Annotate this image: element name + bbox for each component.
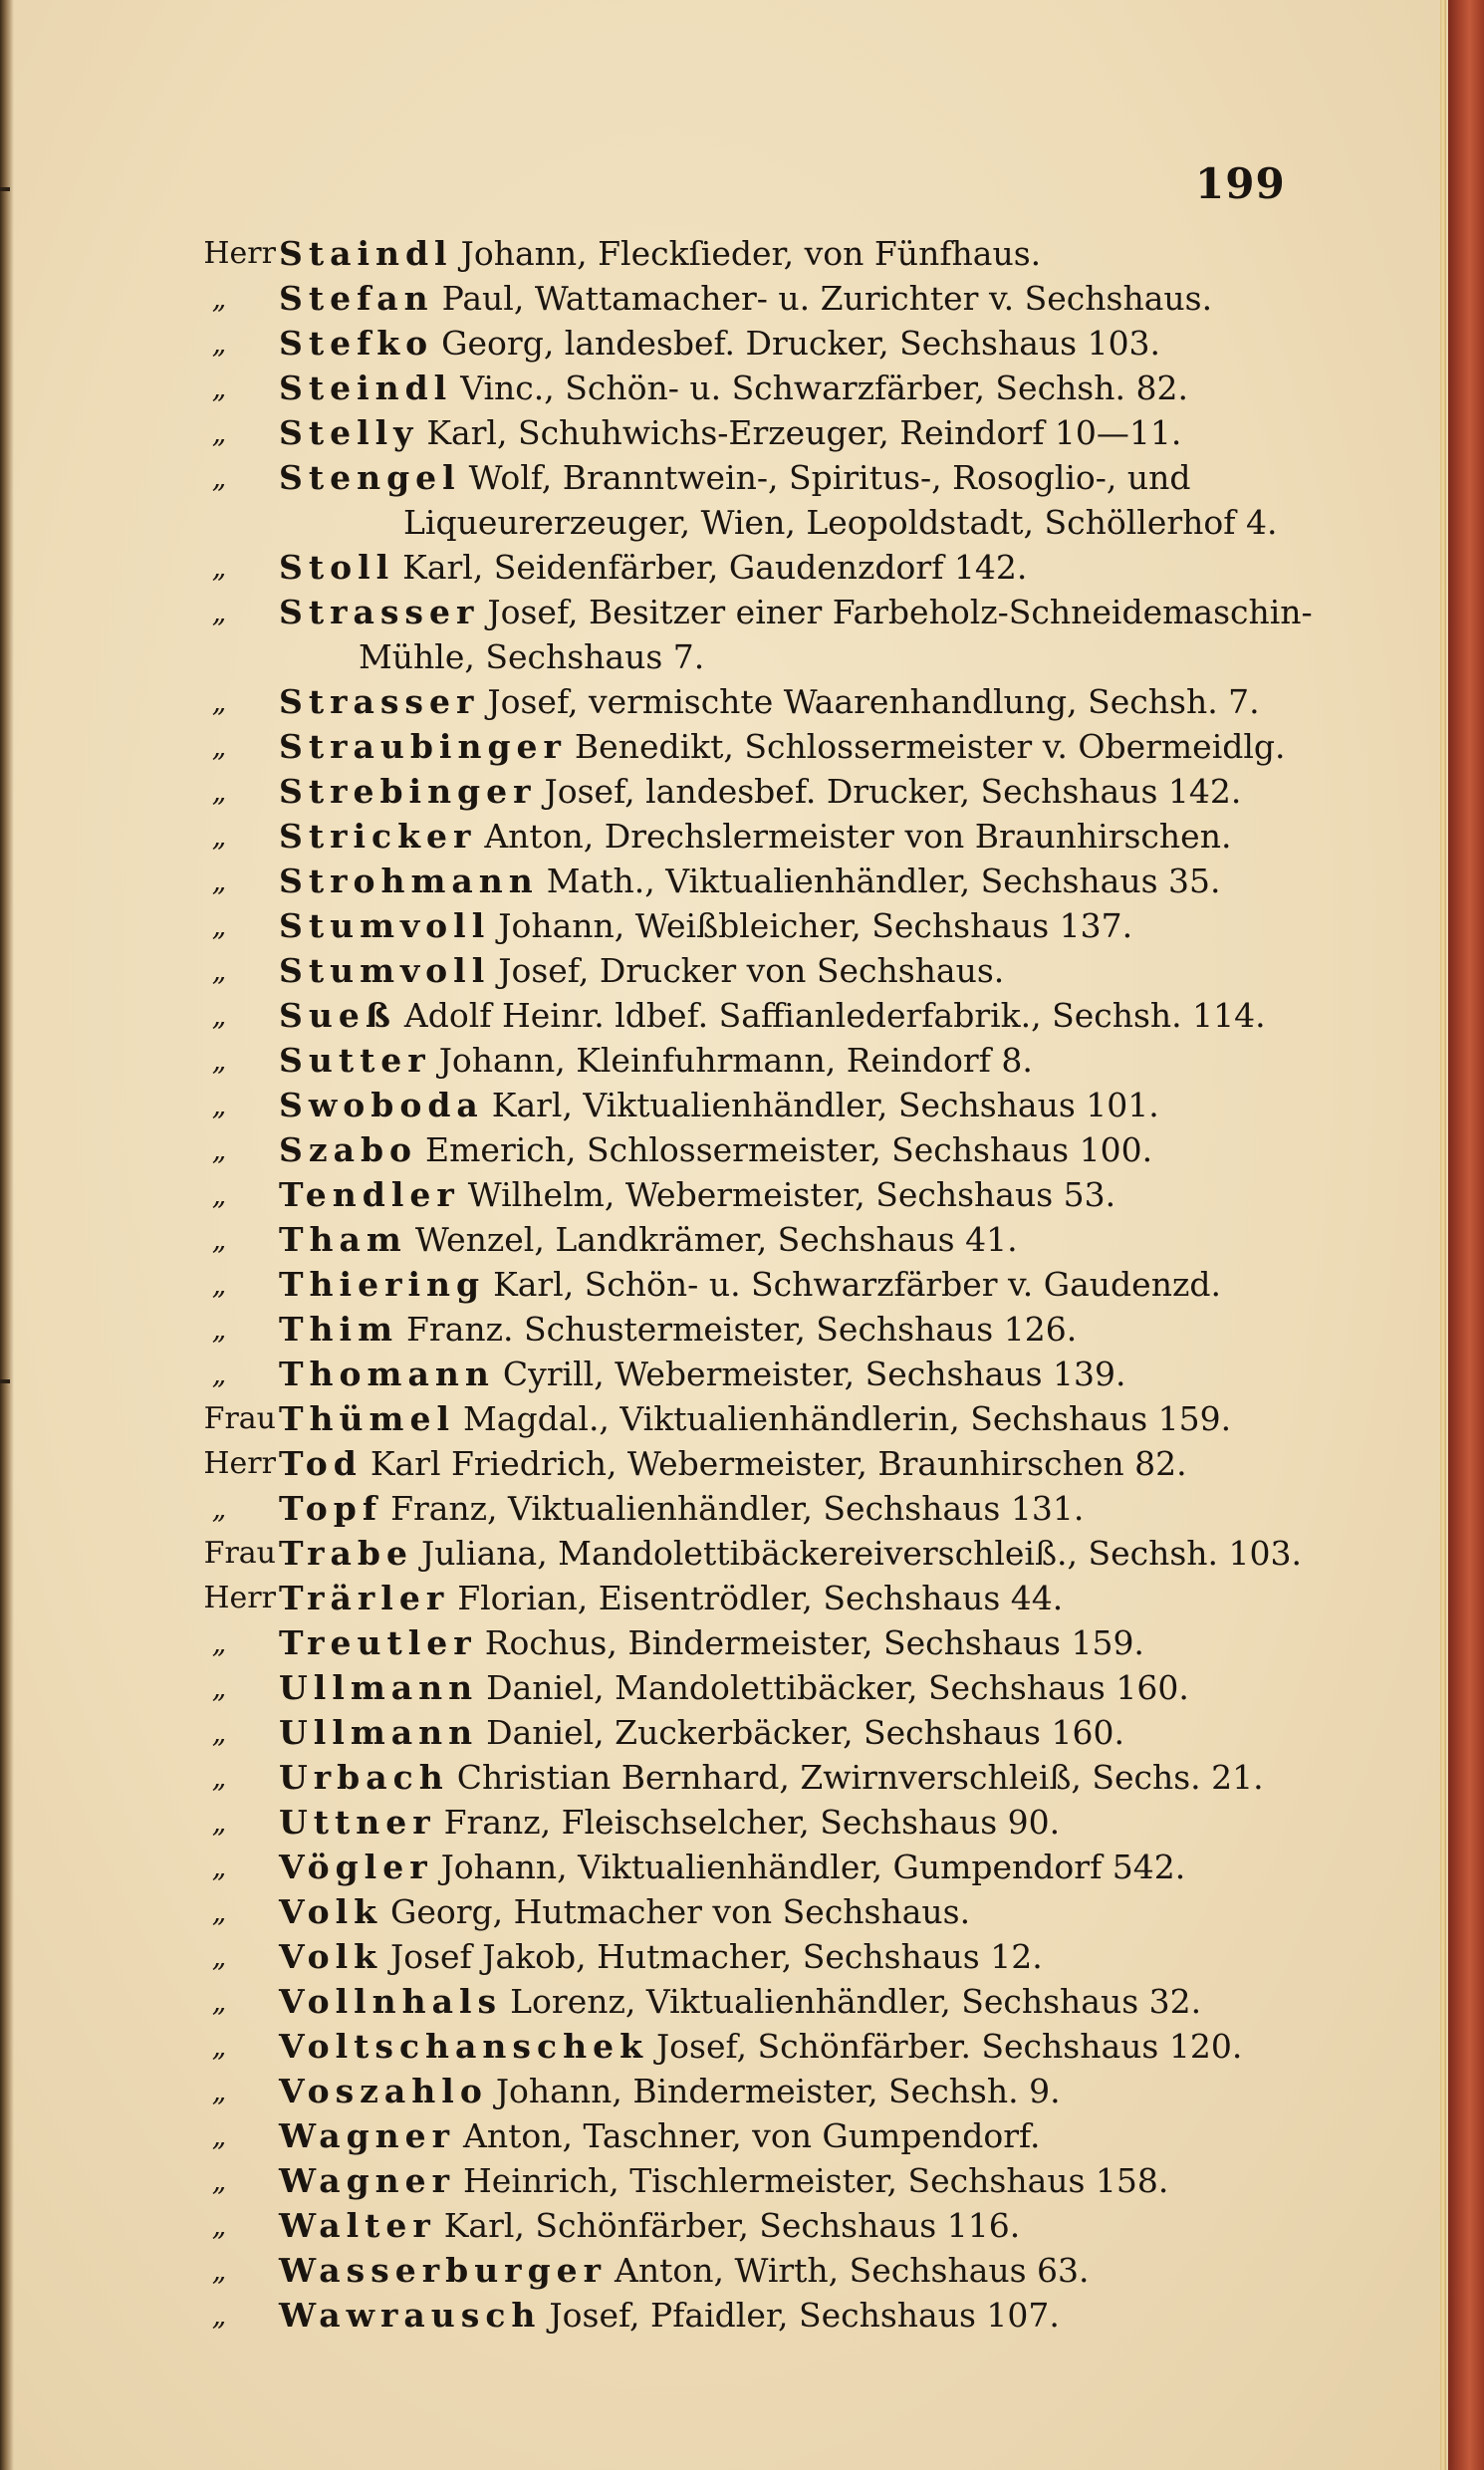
surname: Vollnhals <box>279 1982 503 2021</box>
entry-details: Magdal., Viktualienhändlerin, Sechshaus 159. <box>463 1399 1232 1438</box>
ditto-mark: „ <box>211 909 227 942</box>
list-item <box>0 1172 1414 1217</box>
entry-details: Josef, vermischte Waarenhandlung, Sechsh. 7. <box>487 682 1260 721</box>
list-item <box>0 1217 1414 1262</box>
list-item <box>0 679 1414 724</box>
entry-text <box>279 948 1004 993</box>
list-item <box>0 2203 1414 2248</box>
entry-text <box>279 769 1241 814</box>
entry-text <box>279 2069 1061 2113</box>
entry-text <box>279 1934 1043 1979</box>
ditto-mark: „ <box>211 461 227 494</box>
ditto-mark: „ <box>211 730 227 763</box>
surname: Treutler <box>279 1623 477 1662</box>
entry-details: Franz, Viktualienhändler, Sechshaus 131. <box>390 1489 1085 1528</box>
entry-text <box>279 590 1313 634</box>
entry-details: Josef, landesbef. Drucker, Sechshaus 142. <box>544 772 1242 811</box>
surname: Ullmann <box>279 1668 479 1707</box>
ditto-mark: „ <box>211 2119 227 2152</box>
entry-details: Karl Friedrich, Webermeister, Braunhirschen 82. <box>370 1444 1187 1483</box>
entry-details: Karl, Schuhwichs-Erzeuger, Reindorf 10—11. <box>426 413 1182 452</box>
ditto-mark: „ <box>211 1044 227 1077</box>
entry-text <box>279 1172 1115 1217</box>
entry-text <box>279 2024 1242 2069</box>
surname: Thiering <box>279 1265 486 1304</box>
surname: Walter <box>279 2206 436 2245</box>
surname: Thim <box>279 1310 399 1349</box>
entry-details: Johann, Bindermeister, Sechsh. 9. <box>495 2072 1061 2110</box>
list-item <box>0 724 1414 769</box>
ditto-mark: „ <box>211 1716 227 1749</box>
entry-details: Johann, Viktualienhändler, Gumpendorf 542. <box>440 1848 1186 1886</box>
surname: Stoll <box>279 548 395 587</box>
entry-details: Florian, Eisentrödler, Sechshaus 44. <box>457 1579 1064 1617</box>
ditto-mark: „ <box>211 864 227 897</box>
entry-details: Anton, Taschner, von Gumpendorf. <box>463 2116 1041 2155</box>
ditto-mark: „ <box>211 2164 227 2197</box>
entry-details: Josef Jakob, Hutmacher, Sechshaus 12. <box>390 1937 1043 1976</box>
list-item <box>0 1038 1414 1083</box>
ditto-mark: „ <box>211 1223 227 1256</box>
surname: Strasser <box>279 593 480 631</box>
surname: Thomann <box>279 1355 495 1393</box>
ditto-mark: „ <box>211 1851 227 1883</box>
list-item <box>0 1755 1414 1800</box>
entry-details: Heinrich, Tischlermeister, Sechshaus 158. <box>463 2161 1169 2200</box>
list-item <box>0 814 1414 859</box>
ditto-mark: „ <box>211 2299 227 2332</box>
list-item <box>0 948 1414 993</box>
ditto-mark: „ <box>211 954 227 987</box>
entry-text <box>279 2293 1060 2338</box>
ditto-mark: „ <box>211 1761 227 1794</box>
entry-text <box>279 1486 1084 1531</box>
entry-details: Josef, Schönfärber. Sechshaus 120. <box>655 2027 1243 2066</box>
entry-details: Daniel, Mandolettibäcker, Sechshaus 160. <box>486 1668 1189 1707</box>
list-item <box>0 1620 1414 1665</box>
ditto-mark: „ <box>211 1671 227 1704</box>
surname: Stumvoll <box>279 951 491 990</box>
binding-mark <box>0 187 10 191</box>
ditto-mark: „ <box>211 1358 227 1390</box>
surname: Stumvoll <box>279 906 491 945</box>
ditto-mark: „ <box>211 685 227 718</box>
list-item <box>0 1083 1414 1127</box>
surname: Strebinger <box>279 772 537 811</box>
list-item <box>0 769 1414 814</box>
list-item <box>0 366 1414 410</box>
list-item <box>0 455 1414 545</box>
surname: Strasser <box>279 682 480 721</box>
entry-text <box>279 1889 970 1934</box>
ditto-mark: „ <box>211 596 227 628</box>
ditto-mark: „ <box>211 371 227 404</box>
surname: Stefan <box>279 279 434 318</box>
ditto-mark: „ <box>211 282 227 315</box>
surname: Trabe <box>279 1534 413 1573</box>
entry-text <box>279 1755 1264 1800</box>
list-item <box>0 1396 1414 1441</box>
title-prefix: Herr <box>203 1446 276 1481</box>
list-item <box>0 1845 1414 1889</box>
entry-text <box>279 1620 1144 1665</box>
surname: Stelly <box>279 413 419 452</box>
list-item <box>0 993 1414 1038</box>
ditto-mark: „ <box>211 551 227 584</box>
surname: Wawrausch <box>279 2296 542 2335</box>
title-prefix: Frau <box>203 1536 276 1571</box>
surname: Sutter <box>279 1041 431 1080</box>
entry-text <box>279 814 1231 859</box>
list-item <box>0 903 1414 948</box>
surname: Swoboda <box>279 1086 484 1124</box>
list-item <box>0 276 1414 321</box>
entry-text <box>279 366 1188 410</box>
entry-text <box>279 903 1132 948</box>
entry-text <box>279 2158 1168 2203</box>
ditto-mark: „ <box>211 2209 227 2242</box>
ditto-mark: „ <box>211 1089 227 1121</box>
entry-details: Karl, Viktualienhändler, Sechshaus 101. <box>491 1086 1159 1124</box>
entry-text <box>279 1531 1302 1576</box>
list-item <box>0 1710 1414 1755</box>
ditto-mark: „ <box>211 2075 227 2107</box>
ditto-mark: „ <box>211 1268 227 1301</box>
entry-details: Rochus, Bindermeister, Sechshaus 159. <box>484 1623 1144 1662</box>
entry-details: Wolf, Branntwein-, Spiritus-, Rosoglio-, und <box>468 458 1191 497</box>
surname: Strohmann <box>279 862 539 900</box>
list-item <box>0 2113 1414 2158</box>
ditto-mark: „ <box>211 1133 227 1166</box>
list-item <box>0 1665 1414 1710</box>
entry-text <box>279 679 1260 724</box>
entry-details: Lorenz, Viktualienhändler, Sechshaus 32. <box>510 1982 1202 2021</box>
list-item <box>0 231 1414 276</box>
entry-text <box>279 1576 1063 1620</box>
surname: Tod <box>279 1444 363 1483</box>
ditto-mark: „ <box>211 2030 227 2063</box>
gilt-edge <box>1440 0 1446 2470</box>
ditto-mark: „ <box>211 2254 227 2287</box>
surname: Urbach <box>279 1758 449 1797</box>
surname: Szabo <box>279 1130 418 1169</box>
entry-text <box>279 1710 1124 1755</box>
entry-details: Adolf Heinr. ldbef. Saffianlederfabrik., Sechsh. 114. <box>403 996 1266 1035</box>
surname: Vögler <box>279 1848 433 1886</box>
entry-text <box>279 724 1286 769</box>
list-item <box>0 2069 1414 2113</box>
entry-text <box>279 231 1041 276</box>
entry-details: Franz, Fleischselcher, Sechshaus 90. <box>443 1803 1061 1842</box>
ditto-mark: „ <box>211 1985 227 2018</box>
list-item <box>0 2293 1414 2338</box>
entry-text <box>279 1845 1185 1889</box>
list-item <box>0 859 1414 903</box>
entry-details: Johann, Kleinfuhrmann, Reindorf 8. <box>438 1041 1033 1080</box>
entry-continuation: Mühle, Sechshaus 7. <box>359 637 705 676</box>
red-cover-edge <box>1448 0 1484 2470</box>
list-item <box>0 2024 1414 2069</box>
entry-details: Karl, Schönfärber, Sechshaus 116. <box>443 2206 1021 2245</box>
entry-details: Wilhelm, Webermeister, Sechshaus 53. <box>467 1175 1116 1214</box>
list-item <box>0 1889 1414 1934</box>
entry-text <box>279 1307 1077 1352</box>
entry-details: Vinc., Schön- u. Schwarzfärber, Sechsh. 82. <box>460 369 1188 407</box>
list-item <box>0 1934 1414 1979</box>
entry-text <box>279 1665 1189 1710</box>
entry-details: Johann, Fleckſieder, von Fünfhaus. <box>460 234 1042 273</box>
ditto-mark: „ <box>211 1492 227 1525</box>
entry-details: Karl, Seidenfärber, Gaudenzdorf 142. <box>402 548 1028 587</box>
surname: Straubinger <box>279 727 567 766</box>
ditto-mark: „ <box>211 327 227 360</box>
entry-text <box>279 859 1221 903</box>
surname: Uttner <box>279 1803 436 1842</box>
entry-text <box>279 1396 1231 1441</box>
list-item <box>0 2158 1414 2203</box>
entry-text <box>279 545 1027 590</box>
surname: Wagner <box>279 2116 456 2155</box>
list-item <box>0 1979 1414 2024</box>
surname: Thümel <box>279 1399 455 1438</box>
entry-text <box>279 1083 1159 1127</box>
entry-details: Karl, Schön- u. Schwarzfärber v. Gaudenzd. <box>493 1265 1221 1304</box>
ditto-mark: „ <box>211 1940 227 1973</box>
list-item <box>0 1262 1414 1307</box>
entry-text <box>279 1127 1152 1172</box>
ditto-mark: „ <box>211 1806 227 1839</box>
surname: Wasserburger <box>279 2251 608 2290</box>
title-prefix: Frau <box>203 1401 276 1436</box>
entry-details: Juliana, Mandolettibäckereiverschleiß., Sechsh. 103. <box>421 1534 1302 1573</box>
surname: Stefko <box>279 324 434 363</box>
list-item <box>0 1307 1414 1352</box>
list-item <box>0 1531 1414 1576</box>
ditto-mark: „ <box>211 1626 227 1659</box>
title-prefix: Herr <box>203 236 276 271</box>
entry-text <box>279 1038 1033 1083</box>
surname: Ullmann <box>279 1713 479 1752</box>
list-item <box>0 410 1414 455</box>
entry-text <box>279 410 1181 455</box>
surname: Staindl <box>279 234 453 273</box>
title-prefix: Herr <box>203 1581 276 1615</box>
entry-details: Franz. Schustermeister, Sechshaus 126. <box>406 1310 1078 1349</box>
surname: Stengel <box>279 458 461 497</box>
entry-text <box>279 321 1160 366</box>
directory-entries <box>0 231 1414 2338</box>
list-item <box>0 1486 1414 1531</box>
entry-text <box>279 276 1212 321</box>
entry-details: Wenzel, Landkrämer, Sechshaus 41. <box>414 1220 1018 1259</box>
ditto-mark: „ <box>211 416 227 449</box>
entry-text <box>279 455 1191 500</box>
entry-text <box>279 993 1266 1038</box>
entry-text <box>279 1262 1221 1307</box>
surname: Trärler <box>279 1579 450 1617</box>
entry-text <box>279 2248 1090 2293</box>
list-item <box>0 1441 1414 1486</box>
entry-text <box>279 2203 1020 2248</box>
surname: Steindl <box>279 369 453 407</box>
entry-details: Johann, Weißbleicher, Sechshaus 137. <box>498 906 1133 945</box>
entry-details: Cyrill, Webermeister, Sechshaus 139. <box>502 1355 1126 1393</box>
entry-details: Josef, Pfaidler, Sechshaus 107. <box>549 2296 1060 2335</box>
surname: Tham <box>279 1220 407 1259</box>
list-item <box>0 545 1414 590</box>
surname: Stricker <box>279 817 477 856</box>
ditto-mark: „ <box>211 999 227 1032</box>
surname: Sueß <box>279 996 396 1035</box>
ditto-mark: „ <box>211 1178 227 1211</box>
ditto-mark: „ <box>211 775 227 808</box>
entry-details: Emerich, Schlossermeister, Sechshaus 100. <box>425 1130 1153 1169</box>
entry-text <box>279 1441 1187 1486</box>
entry-details: Anton, Drechslermeister von Braunhirschen. <box>484 817 1232 856</box>
entry-details: Georg, landesbef. Drucker, Sechshaus 103. <box>441 324 1161 363</box>
ditto-mark: „ <box>211 1895 227 1928</box>
ditto-mark: „ <box>211 1313 227 1346</box>
list-item <box>0 321 1414 366</box>
entry-text <box>279 1979 1201 2024</box>
list-item <box>0 1352 1414 1396</box>
list-item <box>0 1576 1414 1620</box>
entry-details: Josef, Drucker von Sechshaus. <box>498 951 1005 990</box>
surname: Tendler <box>279 1175 460 1214</box>
list-item <box>0 2248 1414 2293</box>
entry-details: Georg, Hutmacher von Sechshaus. <box>390 1892 971 1931</box>
entry-details: Anton, Wirth, Sechshaus 63. <box>615 2251 1090 2290</box>
entry-continuation: Liqueurerzeuger, Wien, Leopoldstadt, Schöllerhof 4. <box>403 503 1278 542</box>
surname: Topf <box>279 1489 383 1528</box>
ditto-mark: „ <box>211 820 227 853</box>
entry-details: Christian Bernhard, Zwirnverschleiß, Sechs. 21. <box>456 1758 1264 1797</box>
entry-text <box>279 1217 1018 1262</box>
surname: Wagner <box>279 2161 456 2200</box>
entry-details: Benedikt, Schlossermeister v. Obermeidlg. <box>574 727 1286 766</box>
surname: Voszahlo <box>279 2072 488 2110</box>
entry-text <box>279 2113 1041 2158</box>
entry-text <box>279 1352 1125 1396</box>
list-item <box>0 1800 1414 1845</box>
list-item <box>0 590 1414 679</box>
entry-details: Josef, Besitzer einer Farbeholz-Schneidemaschin- <box>487 593 1313 631</box>
page-number: 199 <box>1195 159 1286 208</box>
surname: Volk <box>279 1937 382 1976</box>
entry-details: Math., Viktualienhändler, Sechshaus 35. <box>546 862 1221 900</box>
entry-details: Daniel, Zuckerbäcker, Sechshaus 160. <box>486 1713 1124 1752</box>
entry-details: Paul, Wattamacher- u. Zurichter v. Sechshaus. <box>441 279 1213 318</box>
surname: Voltschanschek <box>279 2027 648 2066</box>
surname: Volk <box>279 1892 382 1931</box>
list-item <box>0 1127 1414 1172</box>
entry-text <box>279 1800 1060 1845</box>
